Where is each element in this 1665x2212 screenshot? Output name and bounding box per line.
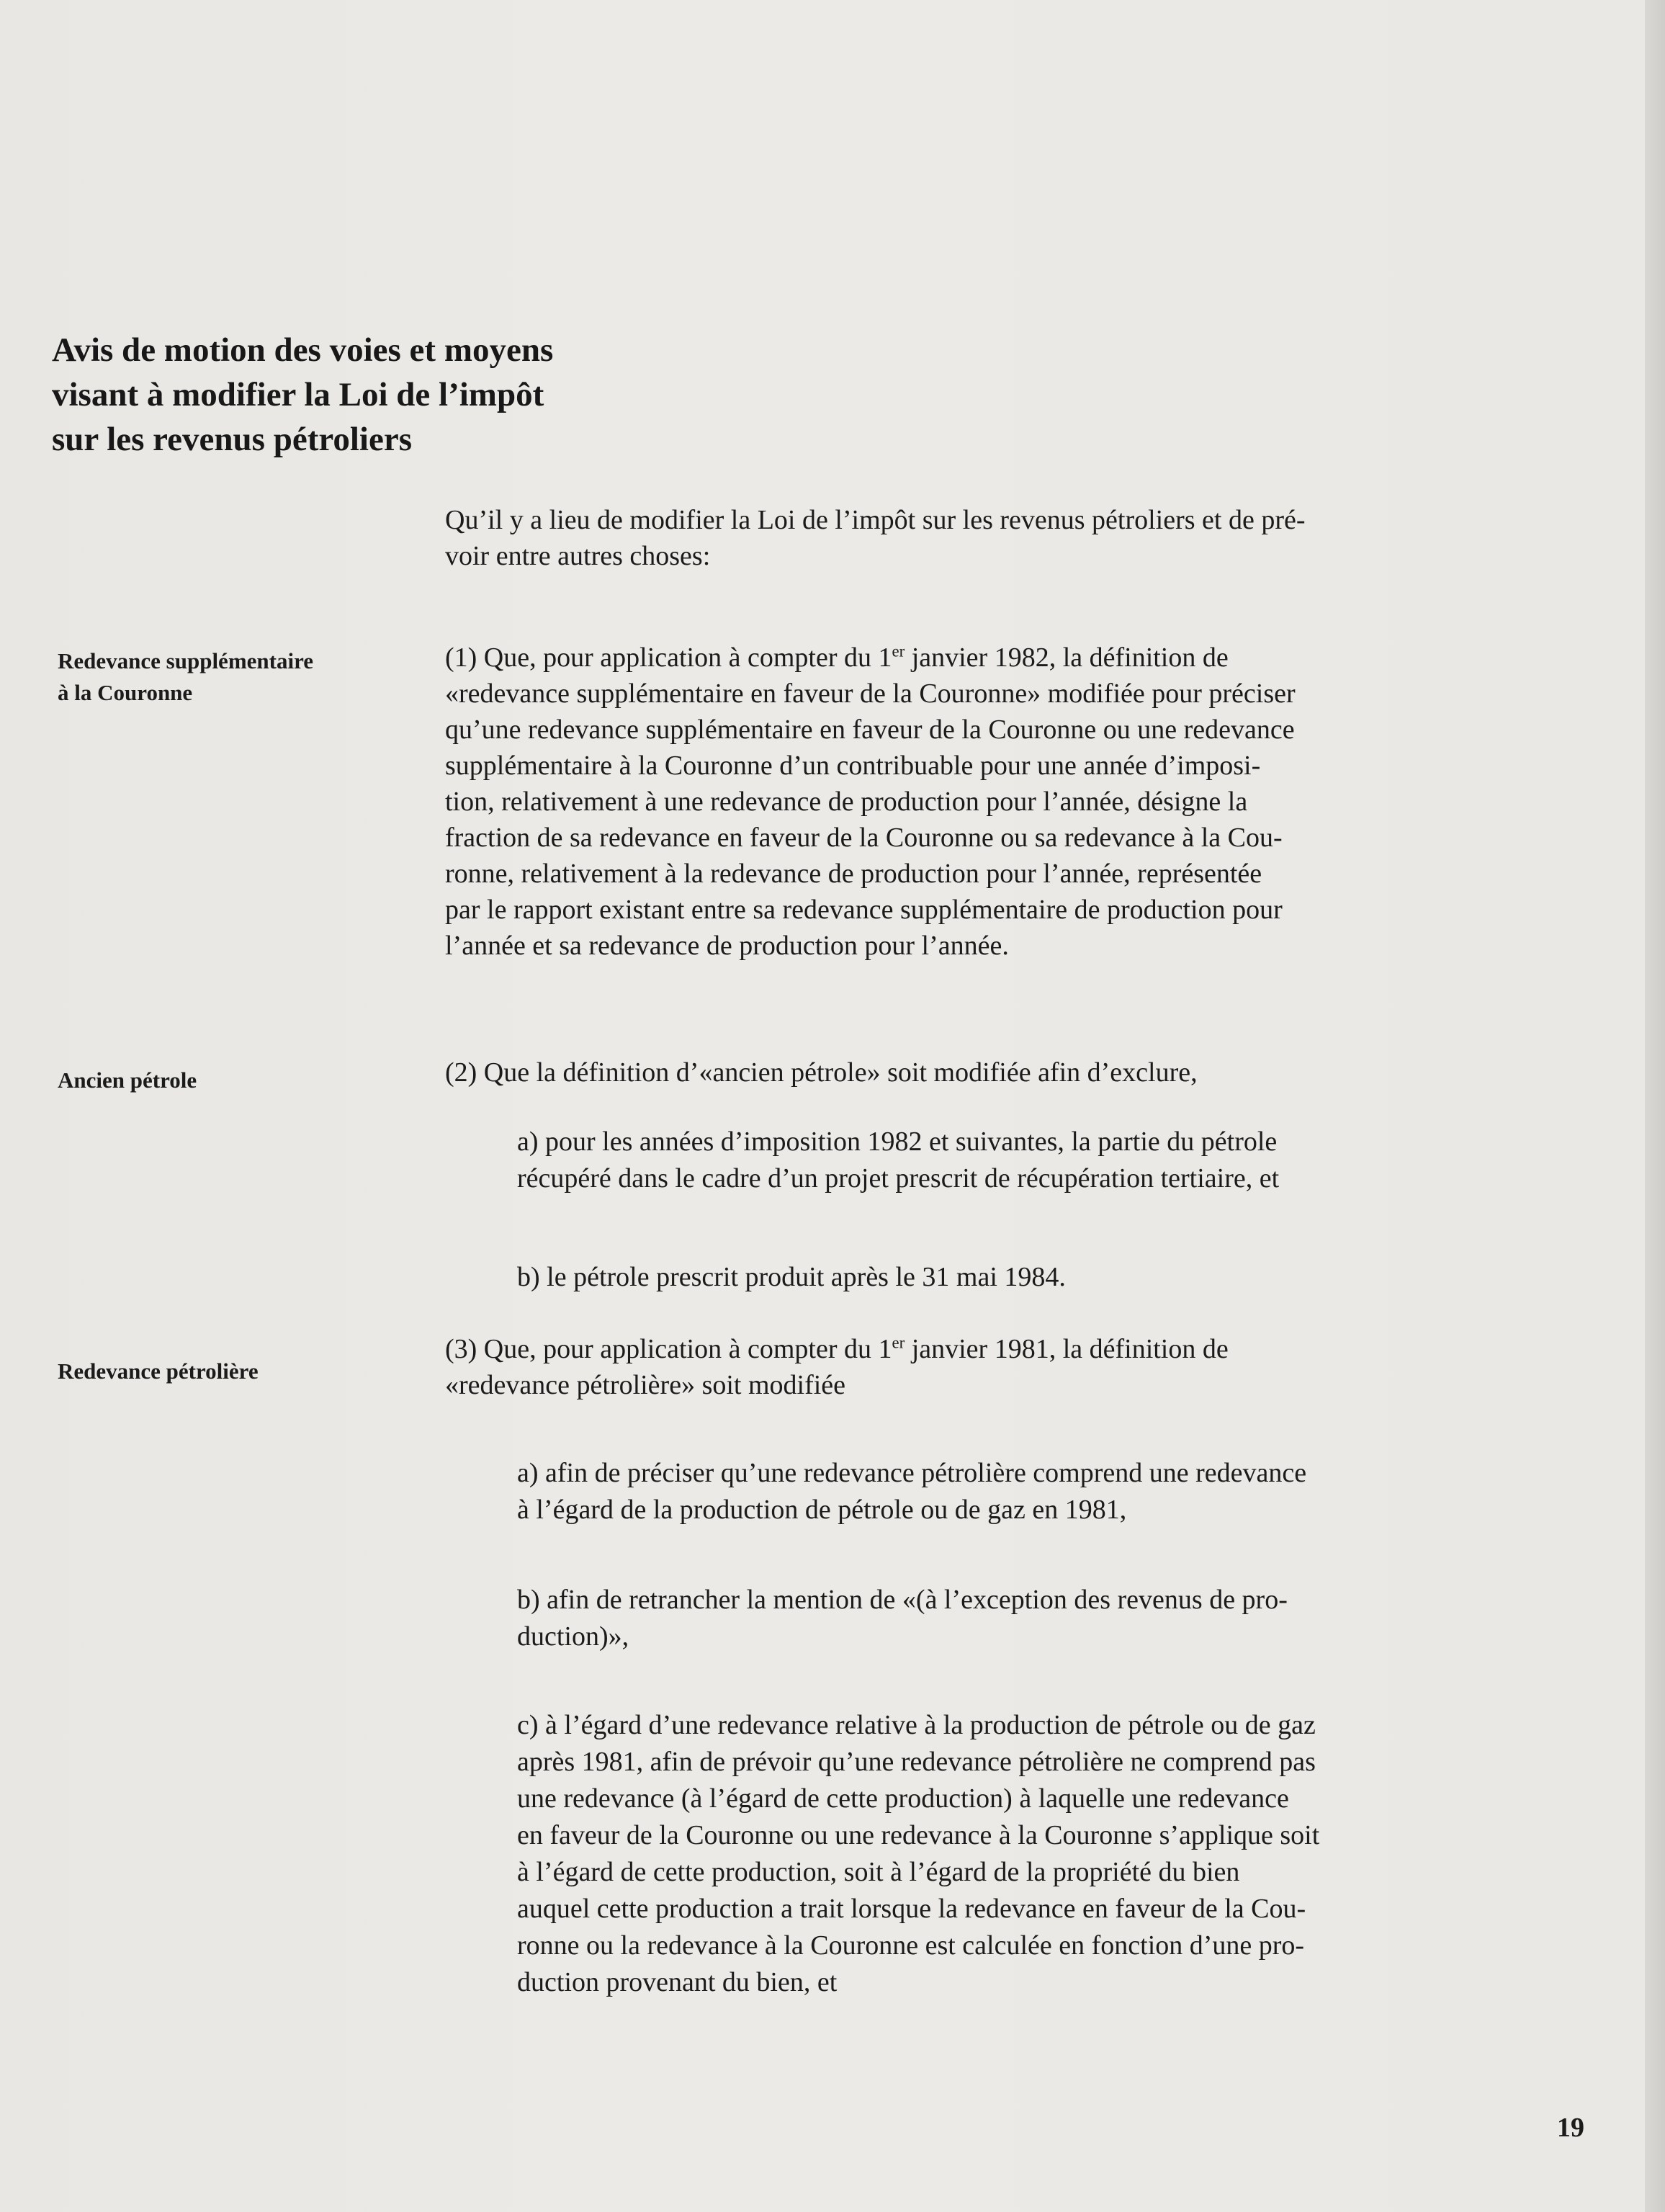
side-label-line: à la Couronne [58, 680, 193, 705]
paragraph-line: c) à l’égard d’une redevance relative à la production de pétrole ou de gaz [517, 1710, 1316, 1740]
side-label-line: Redevance pétrolière [58, 1358, 259, 1384]
side-label-line: Ancien pétrole [58, 1067, 197, 1093]
text-run: janvier 1981, la définition de [905, 1334, 1229, 1364]
subparagraph-2b [517, 1259, 1568, 1296]
intro-line: Qu’il y a lieu de modifier la Loi de l’impôt sur les revenus pétroliers et de pré- [445, 505, 1306, 535]
title-line: sur les revenus pétroliers [52, 421, 412, 458]
intro-line: voir entre autres choses: [445, 541, 711, 571]
paragraph-line: fraction de sa redevance en faveur de la Couronne ou sa redevance à la Cou- [445, 823, 1283, 853]
paragraph-line: a) afin de préciser qu’une redevance pétrolière comprend une redevance [517, 1458, 1307, 1488]
text-run: (1) Que, pour application à compter du 1 [445, 642, 892, 673]
paragraph-line: supplémentaire à la Couronne d’un contribuable pour une année d’imposi- [445, 751, 1261, 781]
paragraph-line: une redevance (à l’égard de cette production) à laquelle une redevance [517, 1783, 1289, 1814]
intro-paragraph [445, 502, 1568, 574]
side-label-redevance-petroliere [58, 1356, 259, 1387]
paragraph-line: ronne, relativement à la redevance de production pour l’année, représentée [445, 859, 1262, 889]
paragraph-line: a) pour les années d’imposition 1982 et suivantes, la partie du pétrole [517, 1127, 1278, 1157]
paragraph-3 [445, 1331, 1568, 1403]
page-number: 19 [1557, 2113, 1584, 2143]
side-label-redevance-supplementaire [58, 645, 313, 709]
paragraph-line: l’année et sa redevance de production pour l’année. [445, 931, 1009, 961]
title-line: visant à modifier la Loi de l’impôt [52, 376, 544, 413]
subparagraph-3c [517, 1707, 1568, 2001]
subparagraph-3b [517, 1582, 1568, 1655]
paragraph-line: en faveur de la Couronne ou une redevance à la Couronne s’applique soit [517, 1820, 1320, 1850]
side-label-line: Redevance supplémentaire [58, 648, 314, 673]
title-line: Avis de motion des voies et moyens [52, 331, 554, 369]
side-label-ancien-petrole [58, 1065, 197, 1096]
paragraph-line: par le rapport existant entre sa redevance supplémentaire de production pour [445, 895, 1283, 925]
text-run: janvier 1982, la définition de [905, 642, 1229, 673]
document-title [52, 328, 844, 462]
paragraph-line: b) le pétrole prescrit produit après le 31 mai 1984. [517, 1262, 1066, 1292]
paragraph-line: tion, relativement à une redevance de production pour l’année, désigne la [445, 787, 1248, 817]
paragraph-line: qu’une redevance supplémentaire en faveur de la Couronne ou une redevance [445, 715, 1295, 745]
paragraph-1 [445, 640, 1568, 964]
subparagraph-3a [517, 1455, 1568, 1528]
paragraph-line: auquel cette production a trait lorsque la redevance en faveur de la Cou- [517, 1894, 1306, 1924]
paragraph-line: après 1981, afin de prévoir qu’une redevance pétrolière ne comprend pas [517, 1747, 1316, 1777]
paragraph-line: (2) Que la définition d’«ancien pétrole» soit modifiée afin d’exclure, [445, 1057, 1198, 1088]
paragraph-line [445, 640, 1568, 676]
paragraph-line: à l’égard de la production de pétrole ou de gaz en 1981, [517, 1495, 1127, 1525]
ordinal-superscript: er [892, 1333, 905, 1352]
paragraph-line [445, 1331, 1568, 1367]
paragraph-line: «redevance pétrolière» soit modifiée [445, 1370, 846, 1400]
paragraph-2 [445, 1054, 1568, 1091]
text-run: (3) Que, pour application à compter du 1 [445, 1334, 892, 1364]
paragraph-line: duction)», [517, 1621, 629, 1652]
paragraph-line: duction provenant du bien, et [517, 1967, 838, 1997]
page-edge-shadow [1645, 0, 1665, 2212]
paragraph-line: ronne ou la redevance à la Couronne est calculée en fonction d’une pro- [517, 1930, 1305, 1961]
paragraph-line: «redevance supplémentaire en faveur de la Couronne» modifiée pour préciser [445, 679, 1296, 709]
paragraph-line: récupéré dans le cadre d’un projet prescrit de récupération tertiaire, et [517, 1163, 1280, 1194]
paragraph-line: à l’égard de cette production, soit à l’égard de la propriété du bien [517, 1857, 1240, 1887]
paragraph-line: b) afin de retrancher la mention de «(à l’exception des revenus de pro- [517, 1585, 1288, 1615]
ordinal-superscript: er [892, 642, 905, 661]
subparagraph-2a [517, 1124, 1568, 1197]
